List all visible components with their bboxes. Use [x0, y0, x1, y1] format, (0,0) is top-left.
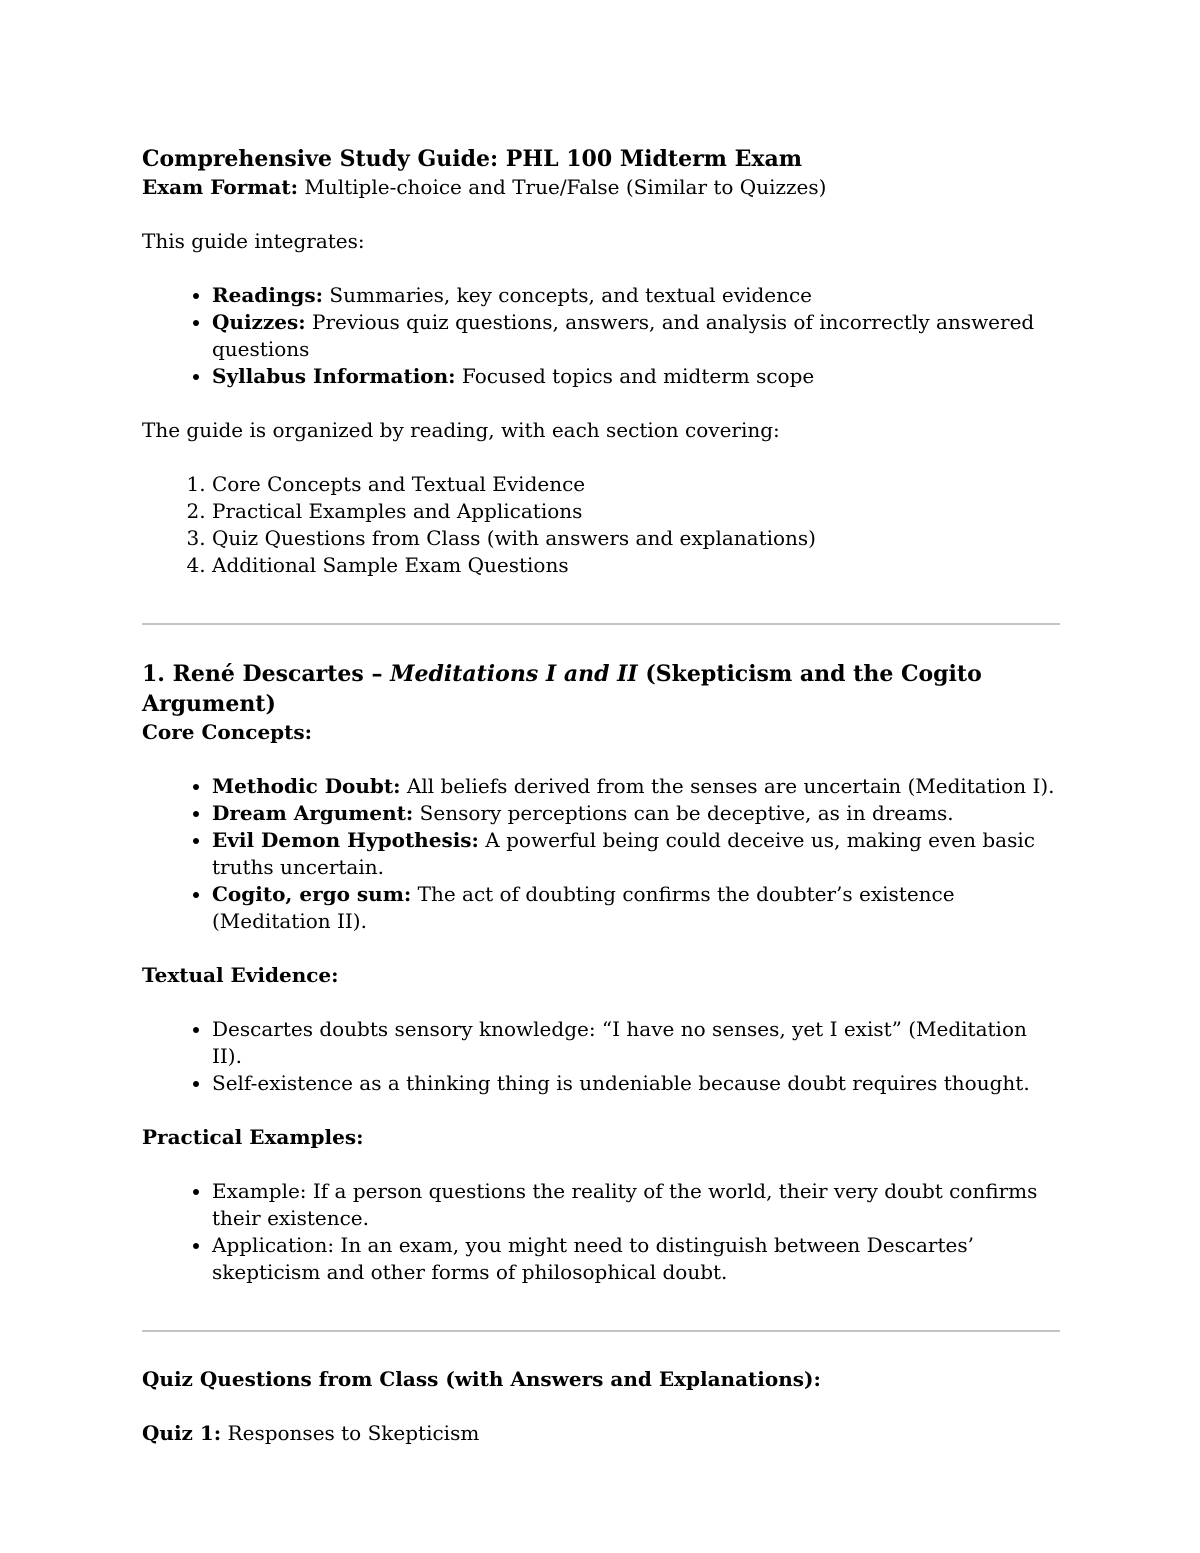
- practical-examples-heading: Practical Examples:: [142, 1125, 364, 1149]
- list-item-text: Summaries, key concepts, and textual evidence: [323, 283, 813, 307]
- list-item: 3. Quiz Questions from Class (with answers and explanations): [212, 525, 1060, 552]
- list-item-label: Quizzes:: [212, 310, 306, 334]
- list-item: [212, 363, 1060, 390]
- list-item: 2. Practical Examples and Applications: [212, 498, 1060, 525]
- horizontal-divider: [142, 623, 1060, 625]
- list-item-label: Evil Demon Hypothesis:: [212, 828, 479, 852]
- covering-list: [142, 471, 1060, 579]
- list-item-text: The act of doubting confirms the doubter’s existence (Meditation II).: [212, 882, 955, 933]
- section-heading-prefix: 1. René Descartes –: [142, 661, 391, 687]
- integrates-list: [142, 282, 1060, 390]
- intro-text: This guide integrates:: [142, 229, 365, 253]
- list-item-label: Syllabus Information:: [212, 364, 456, 388]
- textual-evidence-list: [142, 1016, 1060, 1097]
- list-item-text: A powerful being could deceive us, making even basic truths uncertain.: [212, 828, 1035, 879]
- quiz-questions-heading: Quiz Questions from Class (with Answers and Explanations):: [142, 1367, 821, 1391]
- list-item: [212, 773, 1060, 800]
- list-item: • Descartes doubts sensory knowledge: “I have no senses, yet I exist” (Meditation II).: [212, 1016, 1060, 1070]
- list-item: [212, 800, 1060, 827]
- exam-format-text: Multiple-choice and True/False (Similar to Quizzes): [297, 175, 827, 199]
- textual-evidence-heading: Textual Evidence:: [142, 963, 339, 987]
- list-item-label: Readings:: [212, 283, 324, 307]
- quiz-1-text: Responses to Skepticism: [221, 1421, 480, 1445]
- list-item-label: Cogito, ergo sum:: [212, 882, 412, 906]
- list-item: [212, 881, 1060, 935]
- exam-format-label: Exam Format:: [142, 175, 298, 199]
- list-item: • Application: In an exam, you might need to distinguish between Descartes’ skepticism and other forms of philosophical doubt.: [212, 1232, 1060, 1286]
- section-heading-descartes: [142, 659, 1060, 719]
- list-item-label: Dream Argument:: [212, 801, 414, 825]
- section-heading-suffix: (Skepticism and the Cogito Argument): [142, 661, 982, 717]
- core-concepts-list: [142, 773, 1060, 935]
- list-item: [212, 282, 1060, 309]
- exam-format-line: [142, 174, 1060, 201]
- list-item-text: Previous quiz questions, answers, and analysis of incorrectly answered questions: [212, 310, 1035, 361]
- list-item: 1. Core Concepts and Textual Evidence: [212, 471, 1060, 498]
- horizontal-divider: [142, 1330, 1060, 1332]
- list-item-text: Focused topics and midterm scope: [455, 364, 815, 388]
- quiz-1-label: Quiz 1:: [142, 1421, 222, 1445]
- list-item-text: Sensory perceptions can be deceptive, as in dreams.: [413, 801, 954, 825]
- section-heading-italic: Meditations I and II: [390, 661, 638, 687]
- list-item: • Self-existence as a thinking thing is undeniable because doubt requires thought.: [212, 1070, 1060, 1097]
- quiz-1-line: [142, 1420, 1060, 1447]
- organized-text: The guide is organized by reading, with each section covering:: [142, 418, 780, 442]
- practical-examples-list: [142, 1178, 1060, 1286]
- list-item: [212, 309, 1060, 363]
- core-concepts-heading: Core Concepts:: [142, 720, 313, 744]
- document-content: [142, 144, 1060, 1447]
- list-item-text: All beliefs derived from the senses are uncertain (Meditation I).: [400, 774, 1055, 798]
- list-item: • Example: If a person questions the reality of the world, their very doubt confirms their existence.: [212, 1178, 1060, 1232]
- list-item: 4. Additional Sample Exam Questions: [212, 552, 1060, 579]
- list-item: [212, 827, 1060, 881]
- list-item-label: Methodic Doubt:: [212, 774, 401, 798]
- page-title: Comprehensive Study Guide: PHL 100 Midterm Exam: [142, 146, 803, 172]
